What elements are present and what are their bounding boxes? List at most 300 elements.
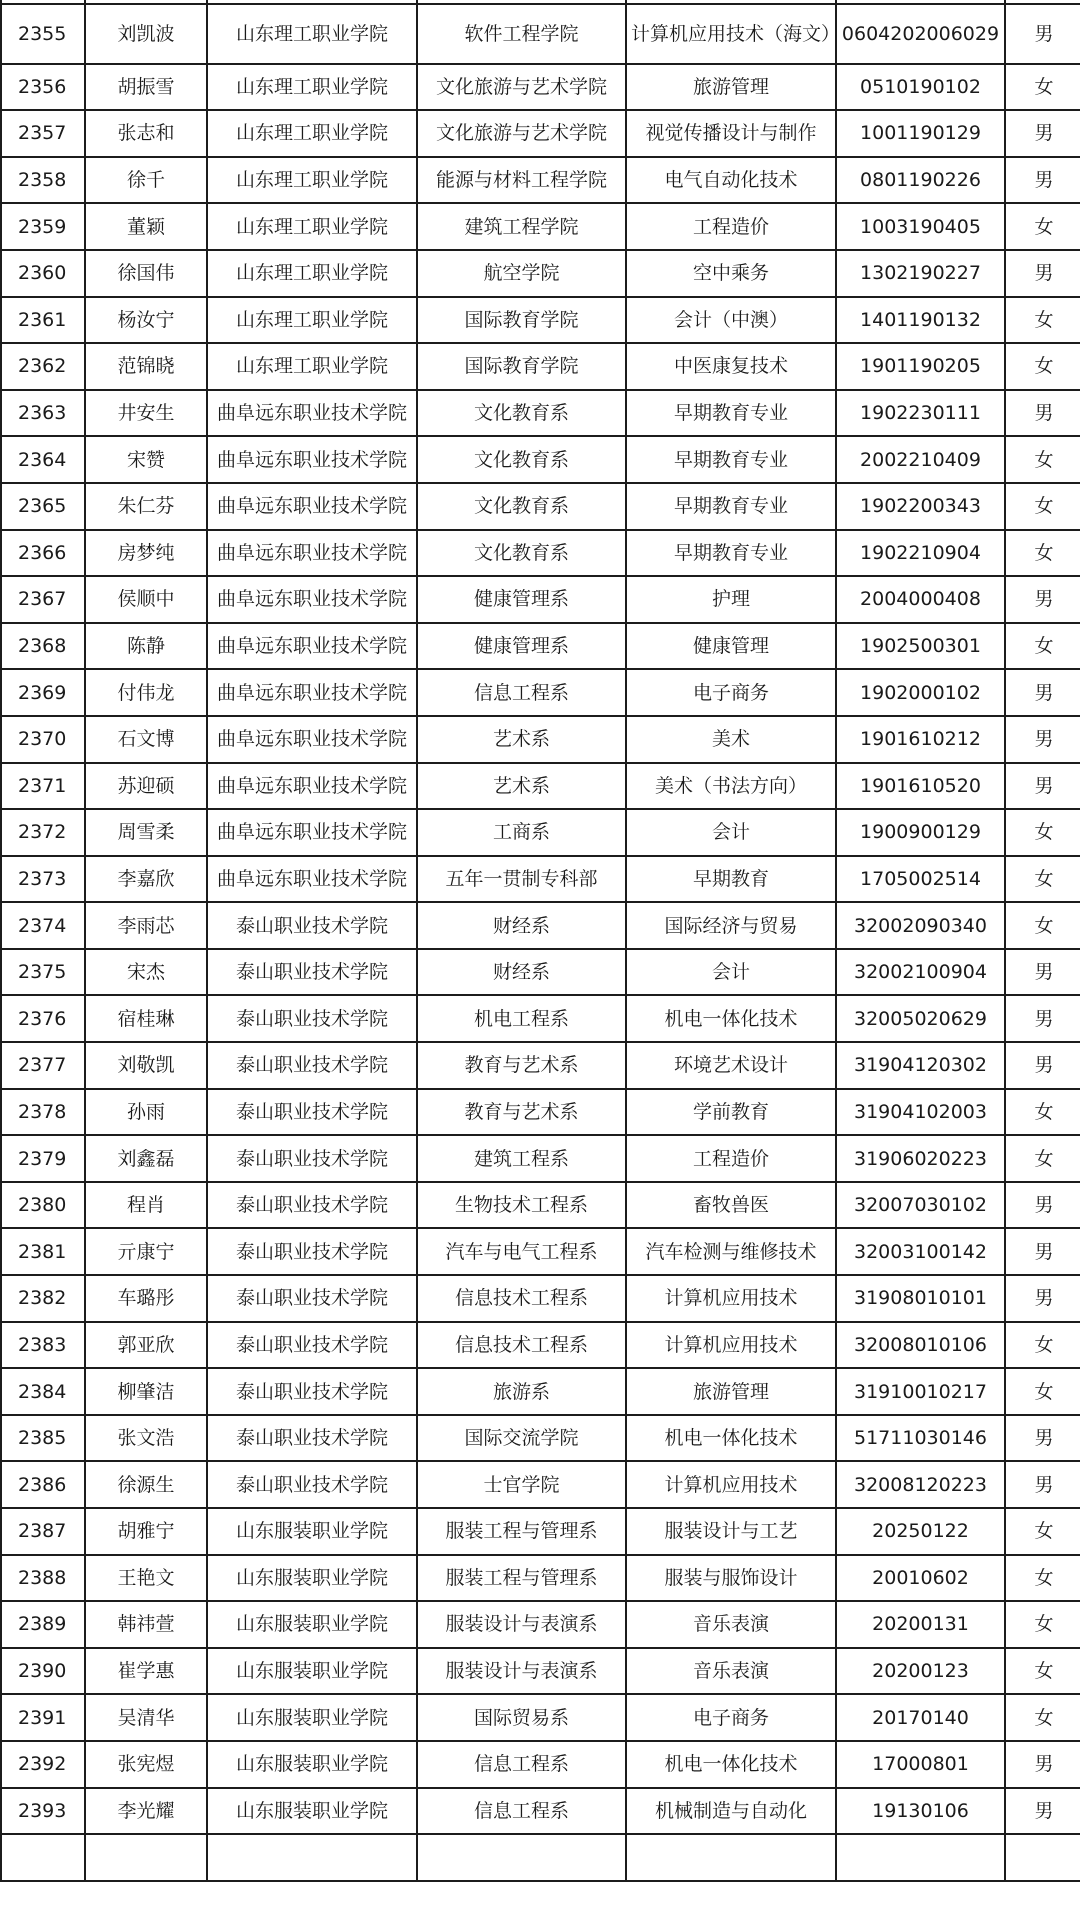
cell-major: 机电一体化技术: [626, 1415, 836, 1462]
cell-department: 信息工程系: [417, 1741, 626, 1788]
table-row: [1, 1508, 1080, 1555]
cell-gender: 女: [1005, 1601, 1080, 1648]
cell-department: 信息技术工程系: [417, 1275, 626, 1322]
cell-number: 2384: [1, 1368, 85, 1415]
cell-school: 泰山职业技术学院: [207, 1135, 417, 1182]
cell-major: 音乐表演: [626, 1648, 836, 1695]
cell-department: 工商系: [417, 809, 626, 856]
cell-department: 五年一贯制专科部: [417, 856, 626, 903]
cell-student-id: 32002090340: [836, 902, 1005, 949]
cell-number: 2368: [1, 623, 85, 670]
cell-student-id: 0801190226: [836, 157, 1005, 204]
cell-gender: 男: [1005, 995, 1080, 1042]
cell-school: 泰山职业技术学院: [207, 995, 417, 1042]
cell-department: 机电工程系: [417, 995, 626, 1042]
cell-number: 2372: [1, 809, 85, 856]
table-row: [1, 390, 1080, 437]
cell-school: 山东理工职业学院: [207, 64, 417, 111]
cell-school: 曲阜远东职业技术学院: [207, 576, 417, 623]
cell-department: 国际教育学院: [417, 343, 626, 390]
table-row: [1, 1368, 1080, 1415]
table-row: [1, 669, 1080, 716]
cell-school: 山东服装职业学院: [207, 1601, 417, 1648]
table-row: [1, 809, 1080, 856]
cell-gender: 男: [1005, 1461, 1080, 1508]
cell-gender: 男: [1005, 1788, 1080, 1835]
cell-major: 早期教育专业: [626, 390, 836, 437]
cell-major: 空中乘务: [626, 250, 836, 297]
cell-number: 2379: [1, 1135, 85, 1182]
cell-number: [1, 1834, 85, 1881]
cell-number: 2371: [1, 763, 85, 810]
table-row: [1, 250, 1080, 297]
cell-school: 山东服装职业学院: [207, 1741, 417, 1788]
cell-name: 胡振雪: [85, 64, 207, 111]
table-row: [1, 716, 1080, 763]
cell-number: 2386: [1, 1461, 85, 1508]
cell-school: 山东服装职业学院: [207, 1648, 417, 1695]
cell-school: 山东理工职业学院: [207, 203, 417, 250]
cell-name: 周雪柔: [85, 809, 207, 856]
cell-department: 文化教育系: [417, 530, 626, 577]
cell-student-id: 32005020629: [836, 995, 1005, 1042]
cell-student-id: 31910010217: [836, 1368, 1005, 1415]
cell-gender: 男: [1005, 1228, 1080, 1275]
table-row: [1, 110, 1080, 157]
cell-student-id: 20200131: [836, 1601, 1005, 1648]
table-row: [1, 1741, 1080, 1788]
cell-major: 电子商务: [626, 1694, 836, 1741]
cell-name: 崔学惠: [85, 1648, 207, 1695]
cell-school: 曲阜远东职业技术学院: [207, 809, 417, 856]
cell-number: 2357: [1, 110, 85, 157]
cell-gender: 男: [1005, 949, 1080, 996]
cell-gender: 男: [1005, 157, 1080, 204]
cell-gender: 女: [1005, 343, 1080, 390]
cell-school: 山东理工职业学院: [207, 157, 417, 204]
cell-student-id: 20200123: [836, 1648, 1005, 1695]
cell-school: 泰山职业技术学院: [207, 1368, 417, 1415]
cell-student-id: 1902200343: [836, 483, 1005, 530]
table-row: [1, 902, 1080, 949]
cell-major: 环境艺术设计: [626, 1042, 836, 1089]
cell-student-id: 32008120223: [836, 1461, 1005, 1508]
cell-major: 机械制造与自动化: [626, 1788, 836, 1835]
cell-major: 早期教育: [626, 856, 836, 903]
cell-department: 文化旅游与艺术学院: [417, 64, 626, 111]
cell-department: 文化教育系: [417, 390, 626, 437]
cell-major: 服装设计与工艺: [626, 1508, 836, 1555]
cell-department: 财经系: [417, 902, 626, 949]
cell-number: 2376: [1, 995, 85, 1042]
cell-school: [207, 1834, 417, 1881]
cell-department: 航空学院: [417, 250, 626, 297]
cell-major: 早期教育专业: [626, 483, 836, 530]
cell-department: 生物技术工程系: [417, 1182, 626, 1229]
cell-school: 山东理工职业学院: [207, 4, 417, 64]
cell-gender: 女: [1005, 623, 1080, 670]
cell-school: 曲阜远东职业技术学院: [207, 669, 417, 716]
cell-gender: 女: [1005, 64, 1080, 111]
table-row: [1, 1834, 1080, 1881]
cell-number: 2381: [1, 1228, 85, 1275]
cell-school: 曲阜远东职业技术学院: [207, 623, 417, 670]
cell-number: 2363: [1, 390, 85, 437]
cell-name: 侯顺中: [85, 576, 207, 623]
cell-department: 文化旅游与艺术学院: [417, 110, 626, 157]
cell-name: 石文博: [85, 716, 207, 763]
table-row: [1, 1042, 1080, 1089]
cell-gender: 男: [1005, 390, 1080, 437]
cell-name: 刘敬凯: [85, 1042, 207, 1089]
cell-major: 电气自动化技术: [626, 157, 836, 204]
cell-number: 2374: [1, 902, 85, 949]
cell-gender: 女: [1005, 1322, 1080, 1369]
cell-department: 教育与艺术系: [417, 1089, 626, 1136]
cell-department: 软件工程学院: [417, 4, 626, 64]
cell-major: 机电一体化技术: [626, 995, 836, 1042]
cell-number: 2356: [1, 64, 85, 111]
cell-major: 视觉传播设计与制作: [626, 110, 836, 157]
cell-student-id: 1901610520: [836, 763, 1005, 810]
table-row: [1, 436, 1080, 483]
cell-name: [85, 1834, 207, 1881]
cell-number: 2392: [1, 1741, 85, 1788]
cell-major: 畜牧兽医: [626, 1182, 836, 1229]
cell-student-id: 1705002514: [836, 856, 1005, 903]
cell-student-id: 32007030102: [836, 1182, 1005, 1229]
cell-school: 泰山职业技术学院: [207, 1275, 417, 1322]
cell-major: 国际经济与贸易: [626, 902, 836, 949]
cell-number: 2364: [1, 436, 85, 483]
table-row: [1, 1694, 1080, 1741]
cell-student-id: 31908010101: [836, 1275, 1005, 1322]
cell-name: 范锦晓: [85, 343, 207, 390]
cell-department: 艺术系: [417, 716, 626, 763]
table-row: [1, 1182, 1080, 1229]
cell-major: 计算机应用技术（海文）: [626, 4, 836, 64]
cell-student-id: 0604202006029: [836, 4, 1005, 64]
cell-number: 2358: [1, 157, 85, 204]
cell-number: 2382: [1, 1275, 85, 1322]
table-row: [1, 1601, 1080, 1648]
cell-student-id: 1902000102: [836, 669, 1005, 716]
cell-student-id: 51711030146: [836, 1415, 1005, 1462]
cell-gender: 男: [1005, 1042, 1080, 1089]
table-row: [1, 856, 1080, 903]
cell-gender: 女: [1005, 1508, 1080, 1555]
cell-student-id: 32003100142: [836, 1228, 1005, 1275]
cell-student-id: 32002100904: [836, 949, 1005, 996]
cell-gender: 女: [1005, 809, 1080, 856]
cell-school: 泰山职业技术学院: [207, 1461, 417, 1508]
cell-school: 曲阜远东职业技术学院: [207, 856, 417, 903]
cell-name: 徐千: [85, 157, 207, 204]
cell-gender: 女: [1005, 203, 1080, 250]
cell-gender: 女: [1005, 436, 1080, 483]
cell-number: 2390: [1, 1648, 85, 1695]
table-row: [1, 203, 1080, 250]
table-row: [1, 297, 1080, 344]
cell-school: 山东服装职业学院: [207, 1788, 417, 1835]
cell-major: 护理: [626, 576, 836, 623]
cell-student-id: [836, 1834, 1005, 1881]
cell-major: 工程造价: [626, 203, 836, 250]
cell-gender: 女: [1005, 297, 1080, 344]
cell-number: 2373: [1, 856, 85, 903]
cell-department: 服装设计与表演系: [417, 1601, 626, 1648]
cell-gender: 女: [1005, 1089, 1080, 1136]
cell-school: 山东服装职业学院: [207, 1694, 417, 1741]
cell-major: 中医康复技术: [626, 343, 836, 390]
cell-name: 刘凯波: [85, 4, 207, 64]
cell-major: 计算机应用技术: [626, 1275, 836, 1322]
cell-school: 泰山职业技术学院: [207, 1322, 417, 1369]
table-row: [1, 1275, 1080, 1322]
cell-name: 郭亚欣: [85, 1322, 207, 1369]
cell-name: 张文浩: [85, 1415, 207, 1462]
cell-school: 曲阜远东职业技术学院: [207, 530, 417, 577]
cell-gender: 男: [1005, 716, 1080, 763]
cell-number: 2387: [1, 1508, 85, 1555]
cell-gender: 男: [1005, 763, 1080, 810]
cell-student-id: 1902210904: [836, 530, 1005, 577]
table-row: [1, 995, 1080, 1042]
cell-number: 2391: [1, 1694, 85, 1741]
cell-department: 健康管理系: [417, 623, 626, 670]
cell-name: 徐国伟: [85, 250, 207, 297]
cell-school: 泰山职业技术学院: [207, 949, 417, 996]
cell-number: 2388: [1, 1555, 85, 1602]
cell-school: 山东理工职业学院: [207, 110, 417, 157]
cell-student-id: 1001190129: [836, 110, 1005, 157]
table-row: [1, 763, 1080, 810]
cell-school: 泰山职业技术学院: [207, 1042, 417, 1089]
cell-name: 吴清华: [85, 1694, 207, 1741]
cell-student-id: 0510190102: [836, 64, 1005, 111]
cell-number: 2370: [1, 716, 85, 763]
cell-name: 张宪煜: [85, 1741, 207, 1788]
cell-name: 董颖: [85, 203, 207, 250]
table-row: [1, 4, 1080, 64]
cell-school: 泰山职业技术学院: [207, 1415, 417, 1462]
cell-name: 张志和: [85, 110, 207, 157]
cell-department: [417, 1834, 626, 1881]
cell-name: 杨汝宁: [85, 297, 207, 344]
cell-school: 泰山职业技术学院: [207, 1089, 417, 1136]
cell-student-id: 20250122: [836, 1508, 1005, 1555]
cell-school: 曲阜远东职业技术学院: [207, 483, 417, 530]
cell-gender: 女: [1005, 902, 1080, 949]
cell-number: 2355: [1, 4, 85, 64]
cell-number: 2389: [1, 1601, 85, 1648]
cell-major: 美术（书法方向）: [626, 763, 836, 810]
cell-name: 刘鑫磊: [85, 1135, 207, 1182]
cell-department: 能源与材料工程学院: [417, 157, 626, 204]
cell-department: 信息工程系: [417, 669, 626, 716]
table-row: [1, 1788, 1080, 1835]
cell-major: [626, 1834, 836, 1881]
cell-number: 2361: [1, 297, 85, 344]
cell-department: 建筑工程系: [417, 1135, 626, 1182]
cell-number: 2362: [1, 343, 85, 390]
cell-student-id: 1902230111: [836, 390, 1005, 437]
cell-name: 李嘉欣: [85, 856, 207, 903]
cell-name: 宋杰: [85, 949, 207, 996]
cell-gender: 男: [1005, 4, 1080, 64]
cell-major: 机电一体化技术: [626, 1741, 836, 1788]
cell-name: 朱仁芬: [85, 483, 207, 530]
cell-name: 宋赞: [85, 436, 207, 483]
cell-department: 服装工程与管理系: [417, 1508, 626, 1555]
cell-department: 旅游系: [417, 1368, 626, 1415]
table-row: [1, 1135, 1080, 1182]
cell-student-id: 31904120302: [836, 1042, 1005, 1089]
table-row: [1, 1648, 1080, 1695]
cell-student-id: 17000801: [836, 1741, 1005, 1788]
cell-gender: 女: [1005, 1368, 1080, 1415]
cell-major: 旅游管理: [626, 64, 836, 111]
cell-name: 亓康宁: [85, 1228, 207, 1275]
cell-gender: 女: [1005, 530, 1080, 577]
cell-major: 电子商务: [626, 669, 836, 716]
cell-gender: 女: [1005, 1694, 1080, 1741]
cell-gender: 男: [1005, 250, 1080, 297]
cell-major: 计算机应用技术: [626, 1322, 836, 1369]
cell-student-id: 1901610212: [836, 716, 1005, 763]
cell-student-id: 2002210409: [836, 436, 1005, 483]
cell-school: 泰山职业技术学院: [207, 902, 417, 949]
cell-gender: 男: [1005, 1741, 1080, 1788]
cell-student-id: 1902500301: [836, 623, 1005, 670]
table-row: [1, 623, 1080, 670]
cell-name: 王艳文: [85, 1555, 207, 1602]
cell-gender: 男: [1005, 1415, 1080, 1462]
cell-school: 山东服装职业学院: [207, 1508, 417, 1555]
cell-major: 健康管理: [626, 623, 836, 670]
cell-major: 工程造价: [626, 1135, 836, 1182]
table-row: [1, 1322, 1080, 1369]
cell-department: 文化教育系: [417, 436, 626, 483]
cell-name: 柳肇洁: [85, 1368, 207, 1415]
cell-major: 服装与服饰设计: [626, 1555, 836, 1602]
cell-major: 学前教育: [626, 1089, 836, 1136]
cell-gender: 男: [1005, 669, 1080, 716]
cell-gender: 女: [1005, 1555, 1080, 1602]
cell-major: 汽车检测与维修技术: [626, 1228, 836, 1275]
table-row: [1, 1228, 1080, 1275]
cell-department: 士官学院: [417, 1461, 626, 1508]
cell-major: 会计: [626, 809, 836, 856]
cell-name: 胡雅宁: [85, 1508, 207, 1555]
cell-department: 艺术系: [417, 763, 626, 810]
cell-major: 早期教育专业: [626, 530, 836, 577]
cell-department: 国际贸易系: [417, 1694, 626, 1741]
cell-gender: 女: [1005, 1135, 1080, 1182]
table-row: [1, 949, 1080, 996]
cell-school: 泰山职业技术学院: [207, 1228, 417, 1275]
cell-school: 曲阜远东职业技术学院: [207, 716, 417, 763]
cell-number: 2385: [1, 1415, 85, 1462]
cell-gender: 女: [1005, 483, 1080, 530]
cell-gender: 男: [1005, 110, 1080, 157]
cell-department: 健康管理系: [417, 576, 626, 623]
cell-name: 孙雨: [85, 1089, 207, 1136]
cell-name: 苏迎硕: [85, 763, 207, 810]
cell-department: 国际教育学院: [417, 297, 626, 344]
cell-number: 2366: [1, 530, 85, 577]
cell-major: 旅游管理: [626, 1368, 836, 1415]
cell-gender: 男: [1005, 1275, 1080, 1322]
cell-student-id: 1900900129: [836, 809, 1005, 856]
cell-name: 房梦纯: [85, 530, 207, 577]
table-row: [1, 530, 1080, 577]
cell-name: 程肖: [85, 1182, 207, 1229]
cell-number: 2380: [1, 1182, 85, 1229]
cell-department: 建筑工程学院: [417, 203, 626, 250]
table-row: [1, 576, 1080, 623]
cell-major: 音乐表演: [626, 1601, 836, 1648]
cell-name: 陈静: [85, 623, 207, 670]
cell-gender: 男: [1005, 1182, 1080, 1229]
cell-school: 山东服装职业学院: [207, 1555, 417, 1602]
cell-department: 汽车与电气工程系: [417, 1228, 626, 1275]
table-row: [1, 1461, 1080, 1508]
table-row: [1, 343, 1080, 390]
cell-name: 井安生: [85, 390, 207, 437]
cell-student-id: 20010602: [836, 1555, 1005, 1602]
cell-name: 付伟龙: [85, 669, 207, 716]
table-row: [1, 1415, 1080, 1462]
cell-school: 泰山职业技术学院: [207, 1182, 417, 1229]
cell-gender: 男: [1005, 576, 1080, 623]
cell-number: 2359: [1, 203, 85, 250]
cell-number: 2378: [1, 1089, 85, 1136]
cell-number: 2393: [1, 1788, 85, 1835]
cell-department: 文化教育系: [417, 483, 626, 530]
cell-name: 宿桂琳: [85, 995, 207, 1042]
cell-name: 韩祎萱: [85, 1601, 207, 1648]
cell-student-id: 19130106: [836, 1788, 1005, 1835]
cell-name: 李雨芯: [85, 902, 207, 949]
cell-department: 信息工程系: [417, 1788, 626, 1835]
cell-school: 山东理工职业学院: [207, 250, 417, 297]
cell-department: 服装工程与管理系: [417, 1555, 626, 1602]
cell-student-id: 1302190227: [836, 250, 1005, 297]
cell-school: 山东理工职业学院: [207, 297, 417, 344]
cell-number: 2377: [1, 1042, 85, 1089]
cell-student-id: 32008010106: [836, 1322, 1005, 1369]
cell-number: 2365: [1, 483, 85, 530]
cell-major: 会计: [626, 949, 836, 996]
cell-name: 车璐彤: [85, 1275, 207, 1322]
cell-name: 李光耀: [85, 1788, 207, 1835]
table-row: [1, 1089, 1080, 1136]
roster-table-body: [1, 0, 1080, 1881]
cell-student-id: 20170140: [836, 1694, 1005, 1741]
cell-student-id: 31906020223: [836, 1135, 1005, 1182]
cell-department: 信息技术工程系: [417, 1322, 626, 1369]
cell-department: 服装设计与表演系: [417, 1648, 626, 1695]
table-row: [1, 1555, 1080, 1602]
cell-student-id: 2004000408: [836, 576, 1005, 623]
cell-school: 曲阜远东职业技术学院: [207, 763, 417, 810]
cell-gender: 女: [1005, 856, 1080, 903]
cell-student-id: 31904102003: [836, 1089, 1005, 1136]
cell-department: 国际交流学院: [417, 1415, 626, 1462]
cell-student-id: 1401190132: [836, 297, 1005, 344]
cell-major: 美术: [626, 716, 836, 763]
